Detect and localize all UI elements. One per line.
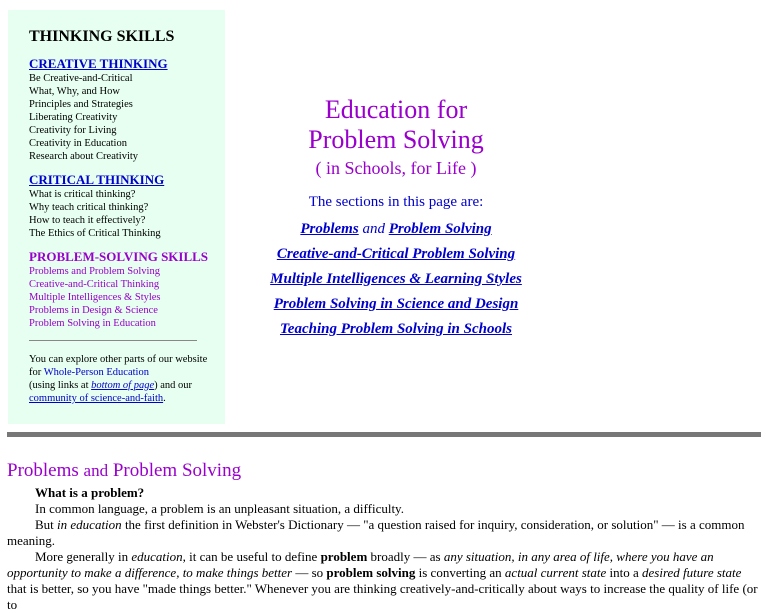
text: in education xyxy=(57,517,122,532)
paragraph: In common language, a problem is an unpleasant situation, a difficulty. xyxy=(35,501,404,516)
paragraph xyxy=(7,549,759,613)
text: desired future state xyxy=(642,565,742,580)
toc-item xyxy=(226,242,566,267)
text: problem solving xyxy=(326,565,416,580)
list-item: Principles and Strategies xyxy=(29,99,133,110)
page-subtitle: ( in Schools, for Life ) xyxy=(315,158,477,178)
section-title-and: and xyxy=(83,461,109,480)
text: education, xyxy=(131,549,186,564)
list-item: Research about Creativity xyxy=(29,151,139,162)
text: it can be useful to define xyxy=(185,549,321,564)
text: But xyxy=(35,517,58,532)
section-title xyxy=(7,459,759,483)
toc-item xyxy=(226,292,566,317)
paragraph xyxy=(7,517,759,549)
text: any situation, in any area of life, where you have an opportunity to make a difference, to make things better xyxy=(7,549,714,580)
sidebar xyxy=(8,10,225,424)
critical-thinking-link[interactable]: CRITICAL THINKING xyxy=(29,172,165,187)
text: broadly — as xyxy=(367,549,444,564)
creative-thinking-list xyxy=(29,72,225,163)
creative-thinking-link[interactable]: CREATIVE THINKING xyxy=(29,56,168,71)
whole-person-education-link[interactable]: Whole-Person Education xyxy=(43,367,149,378)
list-item: Creativity for Living xyxy=(29,125,117,136)
toc-link-science-design[interactable]: Problem Solving in Science and Design xyxy=(273,296,519,312)
text: into a xyxy=(606,565,643,580)
page-header xyxy=(226,95,566,342)
sidebar-title: THINKING SKILLS xyxy=(29,28,175,45)
sidebar-note xyxy=(29,353,209,405)
main-content xyxy=(7,459,759,613)
page-title-line-1: Education for xyxy=(324,95,468,124)
toc-item xyxy=(226,317,566,342)
text: problem xyxy=(320,549,368,564)
section-title-part: Problem Solving xyxy=(112,460,242,481)
toc-item xyxy=(226,217,566,242)
section-title-part: Problems xyxy=(7,460,79,481)
question-heading: What is a problem? xyxy=(35,485,145,500)
note-text: . xyxy=(163,393,166,404)
text: that is better, so you have "made things better." Whenever you are thinking creatively-and-critically about ways to increase the quality of life (or to xyxy=(7,581,758,612)
text: More generally in xyxy=(35,549,132,564)
problem-solving-heading: PROBLEM-SOLVING SKILLS xyxy=(29,249,209,264)
sidebar-divider xyxy=(29,340,197,341)
list-item: The Ethics of Critical Thinking xyxy=(29,228,161,239)
note-text: You can explore other parts of our website for xyxy=(29,354,208,378)
list-item: Why teach critical thinking? xyxy=(29,202,149,213)
list-item: How to teach it effectively? xyxy=(29,215,146,226)
section-divider xyxy=(7,432,761,437)
toc-and: and xyxy=(362,221,385,237)
page-title-line-2: Problem Solving xyxy=(308,125,484,154)
problem-solving-list xyxy=(29,265,225,330)
list-item: Problems in Design & Science xyxy=(29,305,158,316)
list-item: Liberating Creativity xyxy=(29,112,118,123)
bottom-of-page-link[interactable]: bottom of page xyxy=(91,380,155,391)
text: — so xyxy=(292,565,327,580)
toc-link-problem-solving[interactable]: Problem Solving xyxy=(388,221,492,237)
list-item: Creativity in Education xyxy=(29,138,127,149)
critical-thinking-list xyxy=(29,188,225,240)
list-item: Problems and Problem Solving xyxy=(29,266,160,277)
list-item: What is critical thinking? xyxy=(29,189,136,200)
toc-item xyxy=(226,267,566,292)
sections-intro: The sections in this page are: xyxy=(308,194,484,210)
table-of-contents xyxy=(226,217,566,342)
toc-link-multiple-intelligences[interactable]: Multiple Intelligences & Learning Styles xyxy=(270,271,522,287)
list-item: Multiple Intelligences & Styles xyxy=(29,292,161,303)
note-text: ) and our xyxy=(154,380,193,391)
text: is converting an xyxy=(415,565,505,580)
note-text: (using links at xyxy=(29,380,92,391)
toc-link-creative-critical[interactable]: Creative-and-Critical Problem Solving xyxy=(276,246,516,262)
text: the first definition in Webster's Dictionary — "a question raised for inquiry, consideration, or solution" — is a common meaning. xyxy=(7,517,745,548)
toc-link-problems[interactable]: Problems xyxy=(300,221,359,237)
list-item: Creative-and-Critical Thinking xyxy=(29,279,160,290)
list-item: Be Creative-and-Critical xyxy=(29,73,133,84)
toc-link-teaching-schools[interactable]: Teaching Problem Solving in Schools xyxy=(280,321,512,337)
community-link[interactable]: community of science-and-faith xyxy=(29,393,164,404)
list-item: Problem Solving in Education xyxy=(29,318,156,329)
list-item: What, Why, and How xyxy=(29,86,120,97)
text: actual current state xyxy=(504,565,607,580)
